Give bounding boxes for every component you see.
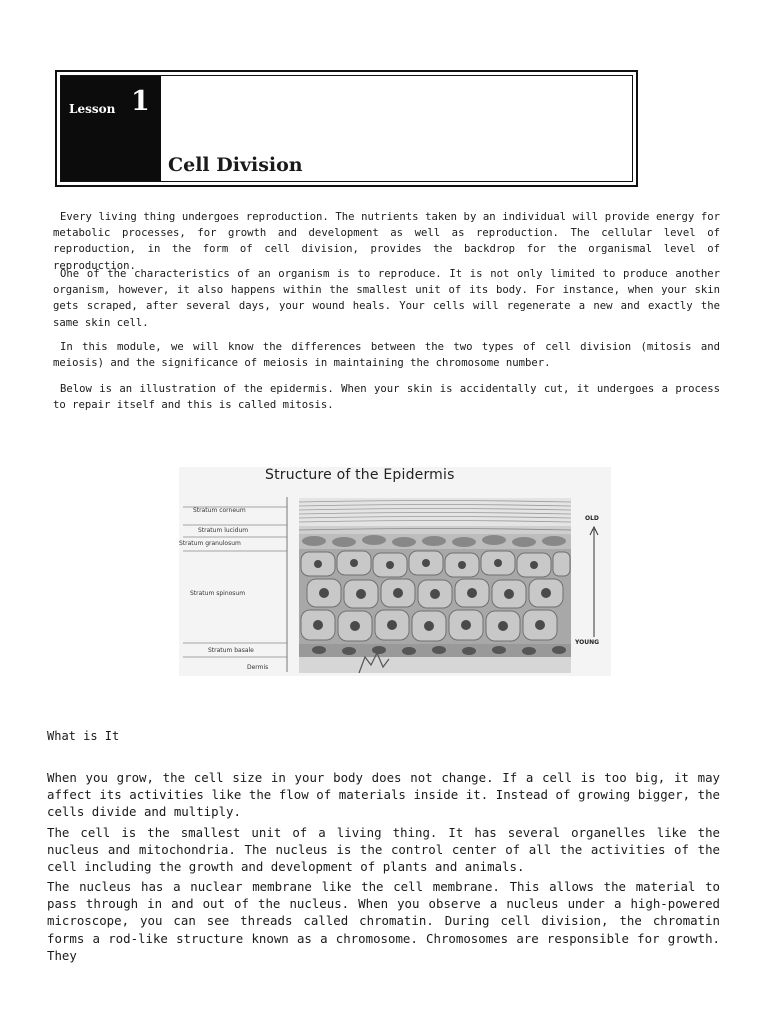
lesson-header-inner [60, 75, 633, 182]
intro-paragraph-1: Every living thing undergoes reproduction. The nutrients taken by an individual will provide energy for metabolic processes, for growth and development as well as reproduction. The cellular level of reproduction, in the form of cell division, provides the backdrop for the organismal level of reproduction. [53, 211, 720, 272]
intro-paragraph-2: One of the characteristics of an organism is to reproduce. It is not only limited to produce another organism, however, it also happens within the smallest unit of its body. For instance, when your skin gets scraped, after several days, your wound heals. Your cells will regenerate a new and exactly the same skin cell. [53, 268, 720, 329]
figure-title: Structure of the Epidermis [265, 467, 455, 483]
body-paragraph-3: The nucleus has a nuclear membrane like the cell membrane. This allows the material to pass through in and out of the nucleus. When you observe a nucleus under a high-powered microscope, you can see threads called chromatin. During cell division, the chromatin forms a rod-like structure known as a chromosome. Chromosomes are responsible for growth. They [47, 879, 720, 963]
epidermis-figure [179, 467, 611, 676]
layer-label-granulosum: Stratum granulosum [179, 540, 241, 547]
section-heading: What is It [47, 729, 120, 743]
layer-label-dermis: Dermis [247, 664, 269, 671]
body-paragraph-2: The cell is the smallest unit of a living thing. It has several organelles like the nucleus and mitochondria. The nucleus is the control center of all the activities of the cell including the growth and development of plants and animals. [47, 825, 720, 875]
arrow-label-young: YOUNG [575, 639, 600, 646]
page-title: Cell Division [168, 154, 303, 176]
intro-paragraph-3: In this module, we will know the differences between the two types of cell division (mitosis and meiosis) and the significance of meiosis in maintaining the chromosome number. [53, 341, 720, 370]
lesson-number-block [61, 76, 161, 181]
arrow-label-old: OLD [585, 515, 599, 522]
corneum-layer [299, 498, 571, 526]
lesson-number: 1 [131, 86, 150, 117]
layer-label-corneum: Stratum corneum [193, 507, 246, 514]
layer-label-basale: Stratum basale [208, 647, 254, 654]
layer-label-spinosum: Stratum spinosum [190, 590, 246, 597]
body-paragraph-1: When you grow, the cell size in your body does not change. If a cell is too big, it may affect its activities like the flow of materials inside it. Instead of growing bigger, the cells divide and multiply. [47, 770, 720, 820]
epidermis-illustration [179, 467, 611, 676]
lesson-header-box [55, 70, 638, 187]
intro-paragraph-4: Below is an illustration of the epidermis. When your skin is accidentally cut, it undergoes a process to repair itself and this is called mitosis. [53, 383, 720, 412]
lesson-label: Lesson [69, 102, 116, 116]
layer-label-lucidum: Stratum lucidum [198, 527, 249, 534]
